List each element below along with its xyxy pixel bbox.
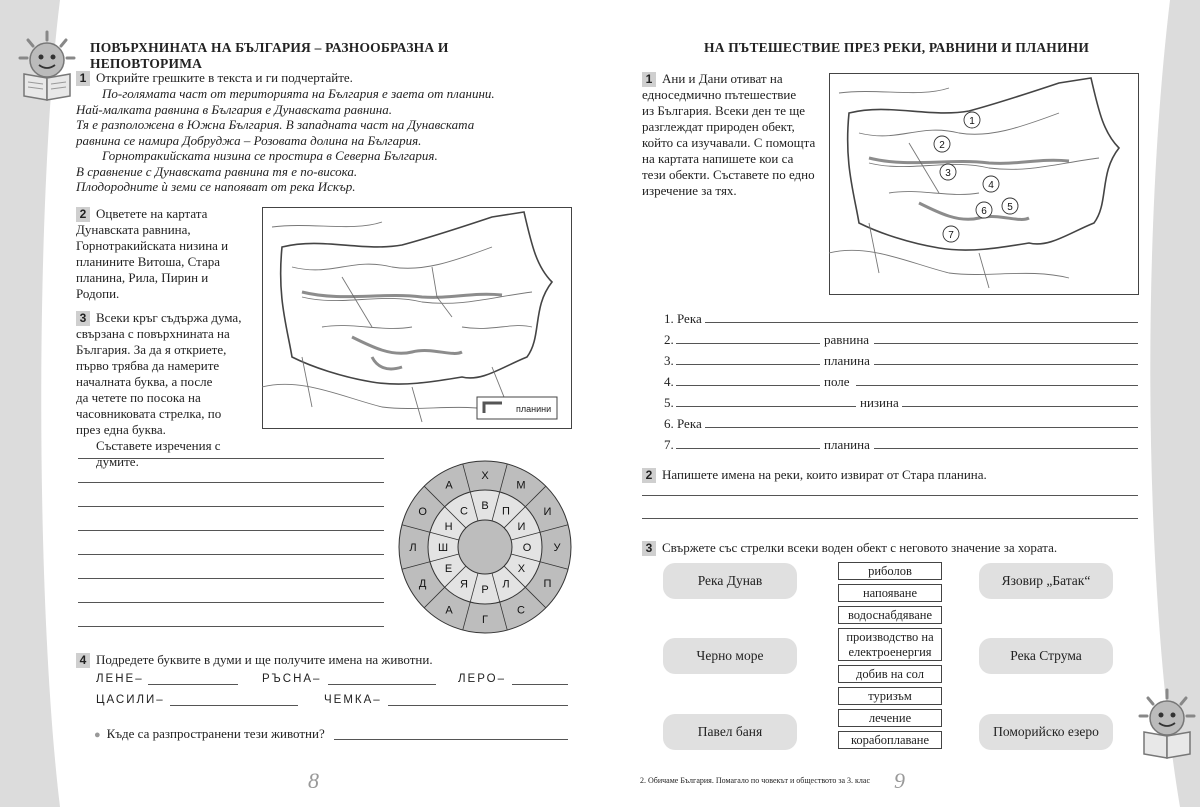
water-object-card[interactable]: Язовир „Батак“ [979,563,1113,599]
text-line[interactable]: По-голямата част от територията на България е заета от планини. [102,86,495,101]
answer-line[interactable] [78,602,384,603]
wheel-inner-letter: Л [502,578,510,591]
wheel-outer-letter: Х [481,470,489,482]
answer-line[interactable] [676,448,820,449]
answer-suffix: поле [824,374,850,389]
svg-text:планини: планини [516,404,552,414]
water-object-card[interactable]: Поморийско езеро [979,714,1113,750]
wheel-inner-letter: П [502,505,510,518]
svg-text:5: 5 [1007,202,1013,213]
answer-label: 5. [664,395,674,410]
water-object-card[interactable]: Река Дунав [663,563,797,599]
r-task1-text: 1 Ани и Дани отиват на едноседмично пътешествие из България. Всеки ден те ще разглеждат природен обект, който са изучавали. С помощта на картата напишете кои са тези обекти. Съставете по едно изречение за тях. [642,71,816,198]
svg-text:3: 3 [945,168,951,179]
map-marker [940,164,956,180]
wheel-inner-letter: О [522,542,532,554]
answer-suffix: планина [824,353,870,368]
wheel-inner-letter: Ш [437,542,449,554]
wheel-outer-letter: И [543,506,552,518]
answer-line[interactable] [78,458,384,459]
water-object-card[interactable]: Черно море [663,638,797,674]
scrambled-word: ЦАСИЛИ– [96,694,165,706]
wheel-outer-letter: А [445,604,453,617]
sun-reader-icon [18,30,76,102]
map-marker [976,202,992,218]
answer-label: 3. [664,353,674,368]
text-line[interactable]: Плодородните ѝ земи се напояват от река Искър. [76,179,356,194]
svg-text:4: 4 [988,180,994,191]
answer-line[interactable] [642,495,1138,496]
wheel-inner-letter: Х [517,563,526,575]
right-margin-band [1140,0,1200,807]
answer-line[interactable] [676,406,856,407]
left-page-title: ПОВЪРХНИНАТА НА БЪЛГАРИЯ – РАЗНООБРАЗНА И НЕПОВТОРИМА [90,40,449,71]
wheel-inner-letter: С [460,505,468,518]
text-line[interactable]: Тя е разположена в Южна България. В западната част на Дунавската [76,117,475,132]
task-number: 2 [76,207,90,222]
answer-label: 7. [664,437,674,452]
svg-text:2: 2 [939,140,945,151]
wheel-inner-letter: Я [460,578,468,591]
wheel-outer-letter: С [517,604,525,617]
answer-label: 4. [664,374,674,389]
answer-line[interactable] [705,322,1138,323]
answer-line[interactable] [874,448,1138,449]
letter-wheel[interactable] [398,460,572,634]
meaning-box[interactable]: производство на електроенергия [838,628,942,661]
map-marker [964,112,980,128]
meaning-box[interactable]: туризъм [838,687,942,705]
answer-line[interactable] [874,364,1138,365]
wheel-outer-letter: А [445,479,453,492]
text-line[interactable]: Най-малката равнина в България е Дунавската равнина. [76,101,392,117]
wheel-inner-letter: Р [481,584,489,596]
r-task3-instruction: 3 Свържете със стрелки всеки воден обект с неговото значение за хората. [642,540,1057,556]
answer-line[interactable] [676,343,820,344]
answer-line[interactable] [874,343,1138,344]
wheel-outer-letter: Д [418,578,427,590]
answer-suffix: низина [860,395,899,410]
text-line[interactable]: В сравнение с Дунавската равнина тя е по-висока. [76,163,358,179]
travel-map[interactable] [829,73,1139,295]
answer-line[interactable] [78,554,384,555]
text-line[interactable]: равнина се намира Добруджа – Розовата долина на България. [76,132,422,148]
task1-text [76,86,546,195]
task3-text: 3 Всеки кръг съдържа дума, свързана с повърхнината на България. За да я откриете, първо трябва да намерите началната буква, а после да четете по посока на часовниковата стрелка, по през една буква. Съставете изречения с думите. [76,310,242,469]
task1-instruction: 1 Открийте грешките в текста и ги подчертайте. [76,70,353,86]
scrambled-word: ЧЕМКА– [324,694,382,706]
svg-text:1: 1 [969,116,975,127]
task-number: 4 [76,653,90,668]
meaning-box[interactable]: добив на сол [838,665,942,683]
meaning-box[interactable]: риболов [838,562,942,580]
bulgaria-relief-map[interactable] [262,207,572,429]
map-marker [943,226,959,242]
answer-suffix: равнина [824,332,870,347]
map-marker [934,136,950,152]
meaning-box[interactable]: корабоплаване [838,731,942,749]
answer-line[interactable] [170,705,298,706]
answer-line[interactable] [856,385,1138,386]
task4-question: ● Къде са разпространени тези животни? [94,726,325,741]
answer-line[interactable] [78,626,384,627]
meaning-box[interactable]: напояване [838,584,942,602]
left-margin-band [0,0,60,807]
answer-label: 1. Река [664,311,702,326]
scrambled-word: ЛЕРО– [458,673,506,685]
wheel-outer-letter: У [553,542,561,554]
answer-line[interactable] [328,684,436,685]
task4-instruction: 4 Подредете буквите в думи и ще получите имена на животни. [76,652,433,668]
page-number: 9 [894,768,905,793]
map-marker [1002,198,1018,214]
answer-line[interactable] [705,427,1138,428]
r-task2-instruction: 2 Напишете имена на реки, които извират от Стара планина. [642,467,987,483]
task-number: 3 [642,541,656,556]
answer-line[interactable] [676,364,820,365]
answer-suffix: планина [824,437,870,452]
task-number: 1 [642,72,656,87]
answer-label: 2. [664,332,674,347]
answer-line[interactable] [388,705,568,706]
answer-line[interactable] [334,739,568,740]
wheel-inner-letter: Н [444,521,453,533]
bullet-icon: ● [94,729,101,741]
svg-text:6: 6 [981,206,987,217]
wheel-outer-letter: Л [409,542,417,554]
answer-line[interactable] [78,578,384,579]
answer-label: 6. Река [664,416,702,431]
answer-line[interactable] [512,684,568,685]
svg-text:7: 7 [948,230,954,241]
meaning-box[interactable]: водоснабдяване [838,606,942,624]
wheel-outer-letter: П [543,578,552,590]
wheel-outer-letter: М [516,479,526,492]
task-number: 1 [76,71,90,86]
answer-line[interactable] [642,518,1138,519]
water-object-card[interactable]: Павел баня [663,714,797,750]
answer-line[interactable] [78,506,384,507]
task-number: 2 [642,468,656,483]
wheel-inner-letter: В [481,500,489,512]
map-legend [477,397,557,419]
answer-line[interactable] [78,482,384,483]
answer-line[interactable] [148,684,238,685]
page-number: 8 [308,768,319,793]
task2-text: 2 Оцветете на картата Дунавската равнина, Горнотракийската низина и планините Витоша, Стара планина, Рила, Пирин и Родопи. [76,206,229,301]
map-marker [983,176,999,192]
sun-reader-icon [1138,688,1196,760]
wheel-outer-letter: Г [482,614,488,626]
answer-line[interactable] [78,530,384,531]
answer-line[interactable] [902,406,1138,407]
meaning-box[interactable]: лечение [838,709,942,727]
answer-line[interactable] [676,385,820,386]
wheel-outer-letter: О [418,506,427,518]
wheel-inner-letter: Е [444,563,453,575]
scrambled-word: РЪСНА– [262,673,322,685]
right-page-title: НА ПЪТЕШЕСТВИЕ ПРЕЗ РЕКИ, РАВНИНИ И ПЛАНИНИ [704,40,1090,55]
water-object-card[interactable]: Река Струма [979,638,1113,674]
scrambled-word: ЛЕНЕ– [96,673,144,685]
text-line[interactable]: Горнотракийската низина се простира в Северна България. [102,148,438,163]
wheel-inner-letter: И [517,521,526,533]
footer-note: 2. Обичаме България. Помагало по човекът и обществото за 3. клас [640,776,871,785]
task-number: 3 [76,311,90,326]
